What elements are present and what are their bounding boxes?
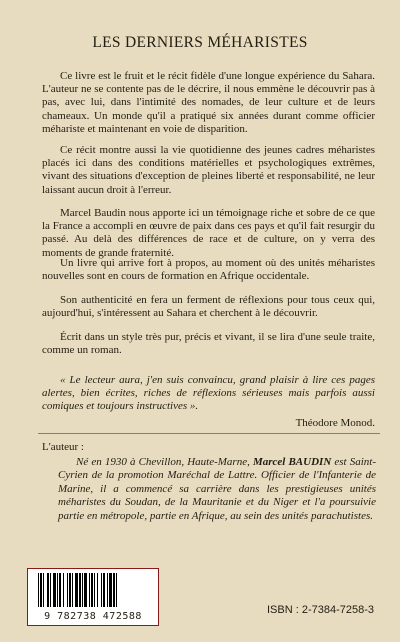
quote-author: Théodore Monod.	[295, 417, 375, 429]
paragraph-intro: Ce livre est le fruit et le récit fidèle d'une longue expérience du Sahara. L'auteur ne se contente pas de le décrire, il nous emmène le découvrir pas à pas, avec lui, dans l'intimité des nomades, de leur culture et de leurs chameaux. Un monde qu'il a pratiqué six années durant comme officier méhariste et maintenant en voie de disparition.	[42, 70, 375, 135]
barcode-bars	[38, 573, 148, 613]
author-heading: L'auteur :	[42, 441, 84, 453]
paragraph-authenticity: Son authenticité en fera un ferment de réflexions pour tous ceux qui, aujourd'hui, s'intéressent au Sahara et cherchent à le découvrir.	[42, 294, 375, 320]
barcode	[27, 568, 159, 626]
paragraph-timing: Un livre qui arrive fort à propos, au moment où des unités méharistes nouvelles sont en cours de formation en Afrique occidentale.	[42, 257, 375, 283]
paragraph-daily-life: Ce récit montre aussi la vie quotidienne des jeunes cadres méharistes placés ici dans des conditions matérielles et psychologiques extrêmes, vivant des situations d'exception de pleines liberté et responsabilité, ne leur laissant aucun droit à l'erreur.	[42, 144, 375, 196]
isbn: ISBN : 2-7384-7258-3	[266, 604, 374, 616]
author-bio	[58, 456, 376, 523]
author-name: Marcel BAUDIN	[252, 456, 332, 468]
paragraph-style: Écrit dans un style très pur, précis et vivant, il se lira d'une seule traite, comme un roman.	[42, 331, 375, 357]
section-divider	[38, 433, 380, 434]
paragraph-testimony: Marcel Baudin nous apporte ici un témoignage riche et sobre de ce que la France a accompli en œuvre de paix dans ces pays et qu'il fait resurgir du passé. Au delà des différences de race et de culture, on y verra des moments de grande fraternité.	[42, 207, 375, 259]
author-bio-end: est Saint-Cyrien de la promotion Maréchal de Lattre. Officier de l'Infanterie de Marine, il a commencé sa carrière dans les prestigieuses unités méharistes du Soudan, de la Mauritanie et du Niger et l'a poursuivie partie en métropole, partie en Afrique, au sein des unités parachutistes.	[58, 456, 376, 522]
book-title: LES DERNIERS MÉHARISTES	[92, 34, 308, 51]
endorsement-quote: « Le lecteur aura, j'en suis convaincu, grand plaisir à lire ces pages alertes, bien écrites, riches de réflexions sérieuses mais parfois aussi comiques et toujours instructives ».	[42, 374, 375, 413]
author-bio-start: Né en 1930 à Chevillon, Haute-Marne,	[76, 456, 253, 468]
barcode-number: 9 782738 472588	[44, 611, 142, 622]
